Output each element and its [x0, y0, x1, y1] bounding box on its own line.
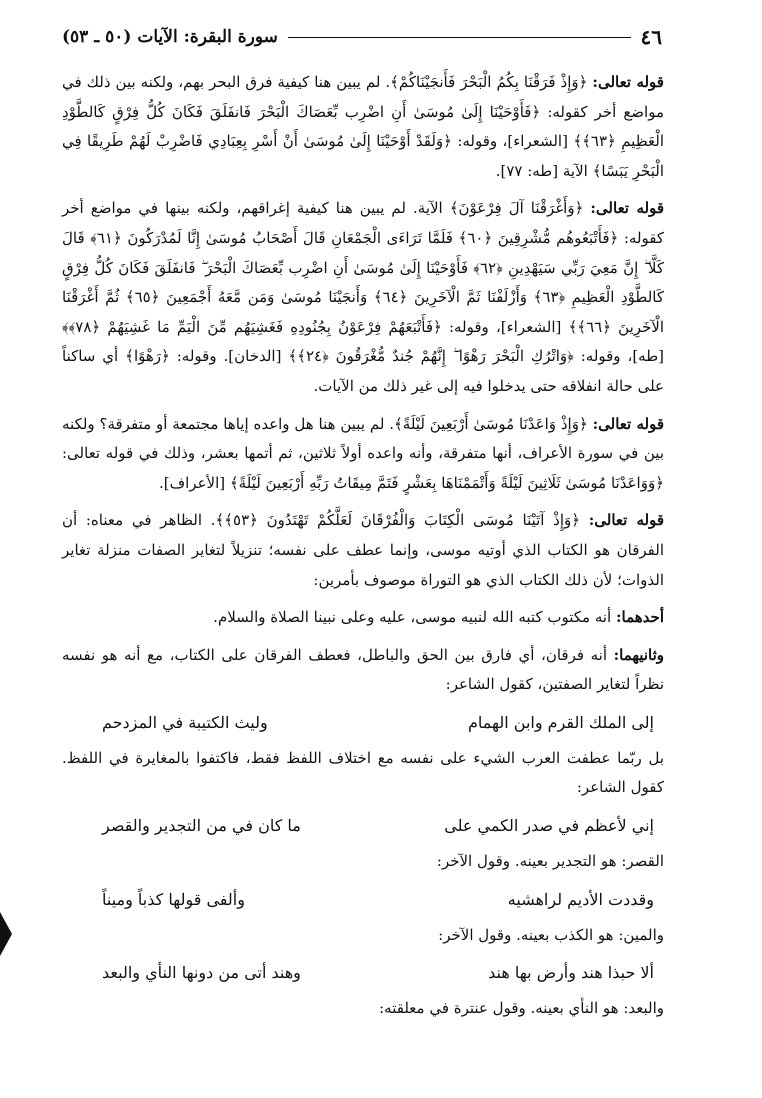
- paragraph-4: [62, 506, 664, 595]
- paragraph-text: ﴿وَإِذْ آتَيْنَا مُوسَى الْكِتَابَ وَالْفُرْقَانَ لَعَلَّكُمْ تَهْتَدُونَ ﴿٥٣﴾﴾. الظاهر في معناه: أن الفرقان هو الكتاب الذي أوتيه موسى، وإنما عطف على نفسه؛ تنزيلاً لتغاير الصفات منزلة تغاير الذوات؛ لأن ذلك الكتاب الذي هو التوراة موصوف بأمرين:: [62, 511, 664, 589]
- verse-second-hemistich: وليث الكتيبة في المزدحم: [102, 712, 268, 732]
- poem-verse-2: [62, 811, 664, 841]
- paragraph-text: ﴿وَإِذْ فَرَقْنَا بِكُمُ الْبَحْرَ فَأَنجَيْنَاكُمْ﴾. لم يبين هنا كيفية فرق البحر بهم، ولكنه بين ذلك في مواضع أخر كقوله: ﴿فَأَوْحَيْنَا إِلَىٰ مُوسَىٰ أَنِ اضْرِب بِّعَصَاكَ الْبَحْرَ فَانفَلَقَ فَكَانَ كُلُّ فِرْقٍ كَالطَّوْدِ الْعَظِيمِ ﴿٦٣﴾﴾ [الشعراء]، وقوله: ﴿وَلَقَدْ أَوْحَيْنَا إِلَىٰ مُوسَىٰ أَنْ أَسْرِ بِعِبَادِي فَاضْرِبْ لَهُمْ طَرِيقًا فِي الْبَحْرِ يَبَسًا﴾ الآية [طه: ٧٧].: [62, 73, 664, 180]
- commentary-after-verse-4: والبعد: هو النأي بعينه. وقول عنترة في معلقته:: [379, 999, 664, 1018]
- poem-verse-4: [62, 958, 664, 988]
- paragraph-text: أنه فرقان، أي فارق بين الحق والباطل، فعطف الفرقان على الكتاب، مع أنه هو نفسه نظراً لتغاير الصفتين، كقول الشاعر:: [62, 645, 664, 694]
- verse-first-hemistich: ألا حبذا هند وأرض بها هند: [488, 963, 654, 983]
- running-title: سورة البقرة: الآيات (٥٠ ـ ٥٣): [62, 27, 278, 47]
- paragraph-3: [62, 410, 664, 499]
- page-header: [62, 22, 662, 52]
- verse-first-hemistich: إلى الملك القرم وابن الهمام: [467, 712, 654, 732]
- poem-verse-1: [62, 708, 664, 738]
- page-number: ٤٦: [640, 25, 662, 49]
- header-rule: [288, 37, 631, 38]
- verse-second-hemistich: وألفى قولها كذباً وميناً: [102, 889, 245, 909]
- verse-second-hemistich: وهند أتى من دونها النأي والبعد: [102, 963, 301, 983]
- paragraph-lead: قوله تعالى:: [590, 199, 664, 218]
- poem-verse-3: [62, 885, 664, 915]
- paragraph-text: أنه مكتوب كتبه الله لنبيه موسى، عليه وعلى نبينا الصلاة والسلام.: [213, 608, 616, 627]
- paragraph-lead: قوله تعالى:: [592, 73, 664, 91]
- commentary-after-verse-2: القصر: هو التجدير بعينه. وقول الآخر:: [436, 852, 664, 871]
- commentary-after-verse-1: بل ربّما عطفت العرب الشيء على نفسه مع اختلاف اللفظ فقط، فاكتفوا بالمغايرة في اللفظ. كقول الشاعر:: [62, 748, 664, 797]
- paragraph-text: ﴿وَأَغْرَقْنَا آلَ فِرْعَوْنَ﴾ الآية. لم يبين هنا كيفية إغراقهم، ولكنه بينها في مواضع أخر كقوله: ﴿فَأَتْبَعُوهُم مُّشْرِقِينَ ﴿٦٠﴾ فَلَمَّا تَرَاءَى الْجَمْعَانِ قَالَ أَصْحَابُ مُوسَىٰ إِنَّا لَمُدْرَكُونَ ﴿٦١﴾ قَالَ كَلَّا ۖ إِنَّ مَعِيَ رَبِّي سَيَهْدِينِ ﴿٦٢﴾ فَأَوْحَيْنَا إِلَىٰ مُوسَىٰ أَنِ اضْرِب بِّعَصَاكَ الْبَحْرَ ۖ فَانفَلَقَ فَكَانَ كُلُّ فِرْقٍ كَالطَّوْدِ الْعَظِيمِ ﴿٦٣﴾ وَأَزْلَفْنَا ثَمَّ الْآخَرِينَ ﴿٦٤﴾ وَأَنجَيْنَا مُوسَىٰ وَمَن مَّعَهُ أَجْمَعِينَ ﴿٦٥﴾ ثُمَّ أَغْرَقْنَا الْآخَرِينَ ﴿٦٦﴾﴾ [الشعراء]، وقوله: ﴿فَأَتْبَعَهُمْ فِرْعَوْنُ بِجُنُودِهِ فَغَشِيَهُم مِّنَ الْيَمِّ مَا غَشِيَهُمْ ﴿٧٨﴾﴾ [طه]، وقوله: ﴿وَاتْرُكِ الْبَحْرَ رَهْوًا ۖ إِنَّهُمْ جُندٌ مُّغْرَقُونَ ﴿٢٤﴾﴾ [الدخان]. وقوله: ﴿رَهْوًا﴾ أي ساكناً على حالة انفلاقه حتى يدخلوا فيه إلى غير ذلك من الآيات.: [62, 199, 665, 395]
- verse-first-hemistich: إني لأعظم في صدر الكمي على: [444, 816, 654, 836]
- paragraph-lead: قوله تعالى:: [588, 511, 664, 530]
- paragraph-text: ﴿وَإِذْ وَاعَدْنَا مُوسَىٰ أَرْبَعِينَ لَيْلَةً﴾. لم يبين هنا هل واعده إياها مجتمعة أو متفرقة؟ ولكنه بين في سورة الأعراف، أنها متفرقة، وأنه واعده أولاً ثلاثين، ثم أتمها بعشر، وذلك في قوله تعالى: ﴿وَوَاعَدْنَا مُوسَىٰ ثَلَاثِينَ لَيْلَةً وَأَتْمَمْنَاهَا بِعَشْرٍ فَتَمَّ مِيقَاتُ رَبِّهِ أَرْبَعِينَ لَيْلَةً﴾ [الأعراف].: [62, 414, 664, 492]
- paragraph-6: [62, 641, 664, 700]
- paragraph-lead: قوله تعالى:: [592, 414, 664, 433]
- paragraph-5: [62, 603, 664, 633]
- paragraph-lead: أحدهما:: [615, 608, 664, 627]
- verse-first-hemistich: وقددت الأديم لراهشيه: [507, 889, 654, 909]
- verse-second-hemistich: ما كان في من التجدير والقصر: [102, 816, 301, 836]
- page-body: [62, 68, 664, 1032]
- paragraph-lead: وثانيهما:: [613, 645, 664, 664]
- page-edge-marker: [0, 912, 12, 956]
- commentary-after-verse-3: والمين: هو الكذب بعينه. وقول الآخر:: [438, 925, 664, 944]
- paragraph-2: [62, 194, 664, 401]
- paragraph-1: [62, 68, 664, 186]
